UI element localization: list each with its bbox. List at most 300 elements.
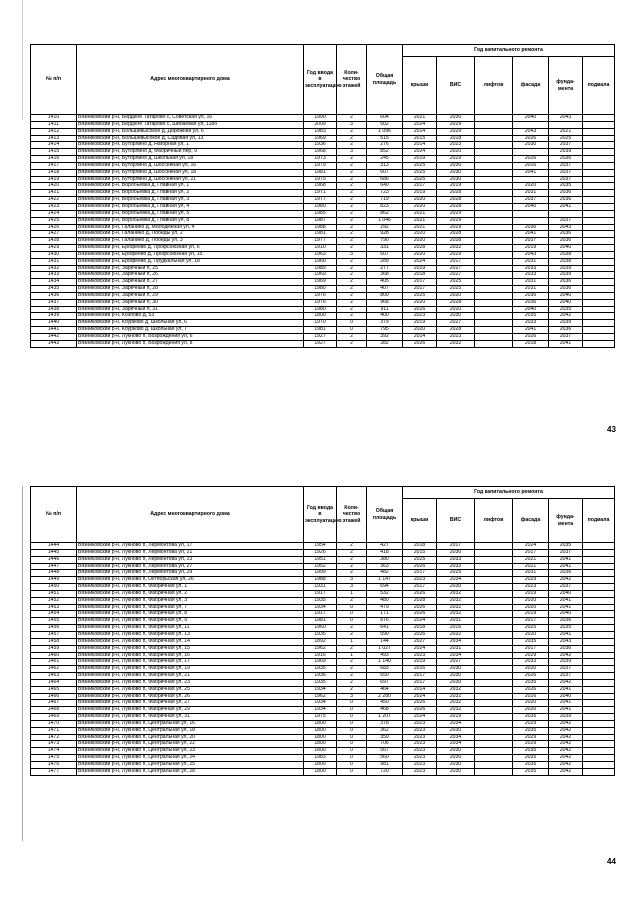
cell-facade: 2024 — [513, 543, 549, 550]
cell-num: 1461 — [31, 659, 77, 666]
cell-num: 1473 — [31, 741, 77, 748]
cell-facade: 2033 — [513, 272, 549, 279]
cell-basement — [583, 727, 615, 734]
cell-foundation: 2040 — [549, 590, 583, 597]
cell-foundation: 2041 — [549, 700, 583, 707]
cell-vis: 2029 — [437, 156, 475, 163]
cell-address: Вязниковский р-н, Лукново п, Фабричная ул, 15 — [77, 645, 304, 652]
header-facade: фасада — [513, 499, 549, 543]
cell-facade: 2037 — [513, 238, 549, 245]
cell-year: 1977 — [304, 238, 337, 245]
cell-foundation: 2041 — [549, 686, 583, 693]
cell-floors: 0 — [337, 762, 367, 769]
cell-roof: 2021 — [403, 210, 437, 217]
cell-address: Вязниковский р-н, Заречный п, 25 — [77, 265, 304, 272]
cell-num: 1463 — [31, 673, 77, 680]
cell-area: 650 — [367, 673, 403, 680]
cell-foundation: 2021 — [549, 128, 583, 135]
cell-address: Вязниковский р-н, Лукново п, Лермонтова ул, 27 — [77, 563, 304, 570]
cell-floors: 2 — [337, 224, 367, 231]
cell-roof: 2023 — [403, 762, 437, 769]
cell-lifts — [475, 334, 513, 341]
cell-vis: 2034 — [437, 741, 475, 748]
cell-address: Вязниковский р-н, Бердюге Татарово с, Шибаевая ул, 118б — [77, 121, 304, 128]
cell-num: 1462 — [31, 666, 77, 673]
cell-address: Вязниковский р-н, Воробьевка д, Главная ул, 2 — [77, 190, 304, 197]
cell-address: Вязниковский р-н, Заречный п, 27 — [77, 279, 304, 286]
cell-vis: 2019 — [437, 183, 475, 190]
cell-area: 1 140 — [367, 659, 403, 666]
cell-roof: 2020 — [403, 299, 437, 306]
cell-roof: 2026 — [403, 590, 437, 597]
cell-year: 1975 — [304, 714, 337, 721]
cell-year: 1969 — [304, 659, 337, 666]
header-vis: ВИС — [437, 499, 475, 543]
cell-area: 607 — [367, 251, 403, 258]
cell-foundation: 2035 — [549, 625, 583, 632]
cell-lifts — [475, 604, 513, 611]
cell-facade: 2041 — [513, 327, 549, 334]
cell-area: 1 096 — [367, 128, 403, 135]
header-roof: крыши — [403, 499, 437, 543]
cell-address: Вязниковский р-н, Буторлино д, Шоссейная ул, 18 — [77, 169, 304, 176]
cell-foundation: 2043 — [549, 115, 583, 122]
cell-floors: 2 — [337, 162, 367, 169]
cell-floors: 2 — [337, 231, 367, 238]
cell-floors: 2 — [337, 334, 367, 341]
cell-lifts — [475, 135, 513, 142]
cell-lifts — [475, 618, 513, 625]
cell-facade: 2030 — [513, 142, 549, 149]
cell-basement — [583, 768, 615, 775]
table-body-page-43 — [31, 115, 615, 348]
cell-year: 1916 — [304, 652, 337, 659]
cell-facade: 2020 — [513, 597, 549, 604]
cell-basement — [583, 556, 615, 563]
cell-year: 1962 — [304, 693, 337, 700]
cell-vis: 2032 — [437, 604, 475, 611]
cell-foundation: 2037 — [549, 142, 583, 149]
cell-basement — [583, 231, 615, 238]
cell-floors: 0 — [337, 748, 367, 755]
cell-num: 1460 — [31, 652, 77, 659]
cell-roof: 2016 — [403, 666, 437, 673]
cell-num: 1472 — [31, 734, 77, 741]
cell-num: 1453 — [31, 604, 77, 611]
cell-lifts — [475, 611, 513, 618]
cell-num: 1427 — [31, 231, 77, 238]
cell-num: 1429 — [31, 245, 77, 252]
cell-facade: 2033 — [513, 659, 549, 666]
capital-repair-table-page-44 — [30, 486, 615, 776]
cell-address: Вязниковский р-н, Лукново п, Фабричная ул, 9 — [77, 618, 304, 625]
cell-lifts — [475, 203, 513, 210]
cell-address: Вязниковский р-н, Галанино д, Победы ул, 2 — [77, 231, 304, 238]
cell-area: 823 — [367, 203, 403, 210]
cell-basement — [583, 762, 615, 769]
cell-year: 1917 — [304, 611, 337, 618]
cell-basement — [583, 176, 615, 183]
cell-facade: 2035 — [513, 313, 549, 320]
cell-facade: 2029 — [513, 652, 549, 659]
cell-address: Вязниковский р-н, Лукново п, Центральная ул, 16 — [77, 720, 304, 727]
cell-vis: 2034 — [437, 652, 475, 659]
cell-foundation: 2038 — [549, 251, 583, 258]
cell-floors: 2 — [337, 272, 367, 279]
cell-address: Вязниковский р-н, Большевысокое д, Садовая ул, 13 — [77, 135, 304, 142]
cell-num: 1412 — [31, 128, 77, 135]
cell-floors: 0 — [337, 734, 367, 741]
cell-floors: 2 — [337, 666, 367, 673]
cell-basement — [583, 162, 615, 169]
cell-roof: 2027 — [403, 638, 437, 645]
cell-vis: 2032 — [437, 631, 475, 638]
cell-lifts — [475, 666, 513, 673]
cell-num: 1476 — [31, 762, 77, 769]
cell-lifts — [475, 584, 513, 591]
cell-num: 1440 — [31, 320, 77, 327]
header-repair-group: Год капитального ремонта — [403, 45, 615, 57]
cell-facade: 2026 — [513, 686, 549, 693]
cell-num: 1450 — [31, 584, 77, 591]
cell-lifts — [475, 577, 513, 584]
cell-address: Вязниковский р-н, Буторлино д, Шоссейная ул, 16 — [77, 162, 304, 169]
cell-num: 1477 — [31, 768, 77, 775]
cell-basement — [583, 563, 615, 570]
cell-area: 694 — [367, 584, 403, 591]
cell-address: Вязниковский р-н, Коурково д, Школьная ул, 6 — [77, 320, 304, 327]
cell-vis: 2028 — [437, 197, 475, 204]
cell-roof: 2020 — [403, 327, 437, 334]
cell-foundation: 2041 — [549, 604, 583, 611]
cell-basement — [583, 292, 615, 299]
cell-year: 1968 — [304, 149, 337, 156]
cell-area: 418 — [367, 549, 403, 556]
cell-num: 1443 — [31, 340, 77, 347]
cell-address: Вязниковский р-н, Лукново п, Центральная ул, 24 — [77, 755, 304, 762]
cell-floors: 2 — [337, 169, 367, 176]
cell-lifts — [475, 313, 513, 320]
cell-foundation: 2036 — [549, 231, 583, 238]
cell-area: 289 — [367, 258, 403, 265]
cell-address: Вязниковский р-н, Лукново п, Фабричная ул, 19 — [77, 666, 304, 673]
cell-lifts — [475, 755, 513, 762]
cell-year: 1800 — [304, 727, 337, 734]
cell-floors: 0 — [337, 755, 367, 762]
cell-floors: 2 — [337, 197, 367, 204]
cell-facade: 2040 — [513, 115, 549, 122]
cell-roof: 2023 — [403, 720, 437, 727]
cell-basement — [583, 334, 615, 341]
cell-floors: 2 — [337, 570, 367, 577]
cell-area: 392 — [367, 334, 403, 341]
cell-lifts — [475, 292, 513, 299]
cell-address: Вязниковский р-н, Галанино д, Победы ул, 3 — [77, 238, 304, 245]
cell-lifts — [475, 197, 513, 204]
table-row — [31, 556, 615, 563]
cell-year: 1983 — [304, 755, 337, 762]
cell-floors: 2 — [337, 686, 367, 693]
cell-roof: 2020 — [403, 203, 437, 210]
cell-address: Вязниковский р-н, Лукново п, Возрождения ул, 8 — [77, 340, 304, 347]
cell-num: 1474 — [31, 748, 77, 755]
cell-foundation: 2037 — [549, 673, 583, 680]
cell-foundation: 2042 — [549, 755, 583, 762]
cell-roof: 2019 — [403, 659, 437, 666]
cell-floors: 1 — [337, 652, 367, 659]
cell-lifts — [475, 286, 513, 293]
cell-address: Вязниковский р-н, Лукново п, Лермонтова ул, 21 — [77, 549, 304, 556]
cell-roof: 2018 — [403, 543, 437, 550]
header-roof: крыши — [403, 57, 437, 115]
cell-facade: 2016 — [513, 693, 549, 700]
cell-year: 1927 — [304, 340, 337, 347]
cell-basement — [583, 197, 615, 204]
cell-area: 2 280 — [367, 693, 403, 700]
scan-edge-mark — [22, 486, 23, 841]
cell-address: Вязниковский р-н, Лукново п, Центральная ул, 28 — [77, 768, 304, 775]
cell-foundation: 2036 — [549, 279, 583, 286]
cell-lifts — [475, 652, 513, 659]
cell-basement — [583, 251, 615, 258]
header-basement: подвала — [583, 499, 615, 543]
cell-vis: 2032 — [437, 611, 475, 618]
cell-area: 450 — [367, 700, 403, 707]
table-row — [31, 768, 615, 775]
cell-roof: 2026 — [403, 611, 437, 618]
cell-basement — [583, 659, 615, 666]
cell-year: 1976 — [304, 292, 337, 299]
cell-facade: 2018 — [513, 340, 549, 347]
cell-floors: 0 — [337, 720, 367, 727]
cell-vis: 2034 — [437, 734, 475, 741]
cell-area: 480 — [367, 597, 403, 604]
cell-lifts — [475, 625, 513, 632]
cell-num: 1417 — [31, 162, 77, 169]
cell-year: 1969 — [304, 272, 337, 279]
header-facade: фасада — [513, 57, 549, 115]
cell-year: 1969 — [304, 135, 337, 142]
cell-vis: 2020 — [437, 149, 475, 156]
cell-area: 479 — [367, 604, 403, 611]
cell-roof: 2021 — [403, 217, 437, 224]
cell-lifts — [475, 549, 513, 556]
cell-area: 515 — [367, 135, 403, 142]
cell-area: 400 — [367, 313, 403, 320]
cell-year: 2009 — [304, 121, 337, 128]
cell-vis: 2032 — [437, 340, 475, 347]
cell-vis: 2028 — [437, 190, 475, 197]
cell-facade: 2031 — [513, 279, 549, 286]
cell-year: 1981 — [304, 327, 337, 334]
cell-roof: 2017 — [403, 673, 437, 680]
cell-foundation: 2036 — [549, 156, 583, 163]
cell-floors: 0 — [337, 618, 367, 625]
cell-roof: 2021 — [403, 115, 437, 122]
cell-roof: 2024 — [403, 149, 437, 156]
cell-area: 313 — [367, 162, 403, 169]
cell-address: Вязниковский р-н, Лукново п, Лермонтова ул, 17 — [77, 543, 304, 550]
cell-num: 1436 — [31, 292, 77, 299]
cell-vis: 2032 — [437, 700, 475, 707]
cell-num: 1449 — [31, 577, 77, 584]
cell-basement — [583, 679, 615, 686]
cell-foundation: 2035 — [549, 183, 583, 190]
cell-facade: 2020 — [513, 707, 549, 714]
cell-lifts — [475, 210, 513, 217]
cell-lifts — [475, 707, 513, 714]
cell-lifts — [475, 563, 513, 570]
cell-year: 1976 — [304, 299, 337, 306]
cell-roof: 2026 — [403, 707, 437, 714]
cell-vis: 2029 — [437, 210, 475, 217]
cell-floors: 2 — [337, 659, 367, 666]
cell-foundation: 2042 — [549, 652, 583, 659]
cell-vis: 2030 — [437, 762, 475, 769]
cell-num: 1457 — [31, 631, 77, 638]
cell-address: Вязниковский р-н, Ерофеево д, Прудкальная ул, 18 — [77, 258, 304, 265]
cell-area: 468 — [367, 707, 403, 714]
cell-area: 368 — [367, 272, 403, 279]
cell-address: Вязниковский р-н, Заречный п, 28 — [77, 286, 304, 293]
cell-address: Вязниковский р-н, Лукново п, Фабричная ул, 13 — [77, 631, 304, 638]
cell-roof: 2019 — [403, 156, 437, 163]
cell-area: 1 207 — [367, 714, 403, 721]
cell-year: 1936 — [304, 673, 337, 680]
cell-vis: 2017 — [437, 258, 475, 265]
cell-year: 1963 — [304, 251, 337, 258]
cell-address: Вязниковский р-н, Лукново п, Фабричная ул, 11 — [77, 625, 304, 632]
cell-address: Вязниковский р-н, Лукново п, Фабричная ул, 16 — [77, 652, 304, 659]
cell-address: Вязниковский р-н, Лукново п, Фабричная ул, 1 — [77, 584, 304, 591]
cell-lifts — [475, 299, 513, 306]
cell-foundation: 2041 — [549, 203, 583, 210]
cell-basement — [583, 638, 615, 645]
cell-area: 427 — [367, 543, 403, 550]
cell-facade: 2035 — [513, 714, 549, 721]
cell-lifts — [475, 245, 513, 252]
cell-area: 362 — [367, 727, 403, 734]
cell-year: 1990 — [304, 115, 337, 122]
cell-lifts — [475, 128, 513, 135]
cell-floors: 2 — [337, 190, 367, 197]
cell-area: 171 — [367, 611, 403, 618]
cell-address: Вязниковский р-н, Буторлино д, Нагорная ул, 1 — [77, 142, 304, 149]
cell-roof: 2023 — [403, 755, 437, 762]
cell-basement — [583, 748, 615, 755]
header-floors: Коли-чество этажей — [337, 45, 367, 115]
cell-num: 1469 — [31, 714, 77, 721]
cell-lifts — [475, 115, 513, 122]
cell-vis: 2029 — [437, 217, 475, 224]
cell-roof: 2025 — [403, 162, 437, 169]
cell-foundation: 2039 — [549, 272, 583, 279]
cell-facade: 2043 — [513, 128, 549, 135]
cell-basement — [583, 741, 615, 748]
header-lifts: лифтов — [475, 57, 513, 115]
cell-area: 292 — [367, 224, 403, 231]
cell-foundation: 2036 — [549, 327, 583, 334]
cell-roof: 2023 — [403, 727, 437, 734]
cell-year: 1952 — [304, 563, 337, 570]
cell-vis: 2023 — [437, 142, 475, 149]
cell-foundation: 2040 — [549, 299, 583, 306]
cell-roof: 2026 — [403, 631, 437, 638]
cell-lifts — [475, 272, 513, 279]
cell-foundation: 2036 — [549, 286, 583, 293]
cell-address: Вязниковский р-н, Заречный п, 29 — [77, 292, 304, 299]
cell-address: Вязниковский р-н, Лукново п, Лермонтова ул, 29 — [77, 570, 304, 577]
cell-address: Вязниковский р-н, Лукново п, Фабричная ул, 23 — [77, 679, 304, 686]
cell-vis: 2030 — [437, 115, 475, 122]
cell-facade: 2041 — [513, 169, 549, 176]
cell-foundation: 2042 — [549, 727, 583, 734]
cell-num: 1445 — [31, 549, 77, 556]
cell-num: 1433 — [31, 272, 77, 279]
cell-vis: 2029 — [437, 121, 475, 128]
header-foundation: фунда-мента — [549, 499, 583, 543]
cell-year: 1999 — [304, 570, 337, 577]
cell-lifts — [475, 258, 513, 265]
cell-lifts — [475, 121, 513, 128]
cell-basement — [583, 686, 615, 693]
cell-basement — [583, 149, 615, 156]
cell-facade: 2019 — [513, 590, 549, 597]
cell-roof: 2026 — [403, 340, 437, 347]
cell-facade — [513, 217, 549, 224]
cell-foundation: 2037 — [549, 334, 583, 341]
header-floors: Коли-чество этажей — [337, 487, 367, 543]
cell-year: 1962 — [304, 645, 337, 652]
cell-basement — [583, 238, 615, 245]
cell-vis: 2018 — [437, 135, 475, 142]
cell-year: 1936 — [304, 142, 337, 149]
cell-address: Вязниковский р-н, Заречный п, 31 — [77, 306, 304, 313]
cell-address: Вязниковский р-н, Воробьевка д, Главная ул, 8 — [77, 217, 304, 224]
cell-lifts — [475, 169, 513, 176]
cell-lifts — [475, 741, 513, 748]
header-num: № п/п — [31, 487, 77, 543]
cell-address: Вязниковский р-н, Лукново п, Фабричная ул, 17 — [77, 659, 304, 666]
cell-num: 1456 — [31, 625, 77, 632]
cell-basement — [583, 700, 615, 707]
cell-basement — [583, 245, 615, 252]
cell-roof: 2024 — [403, 645, 437, 652]
cell-foundation: 2041 — [549, 707, 583, 714]
cell-floors: 2 — [337, 597, 367, 604]
cell-floors: 0 — [337, 604, 367, 611]
cell-facade: 2020 — [513, 604, 549, 611]
cell-basement — [583, 570, 615, 577]
cell-roof: 2028 — [403, 245, 437, 252]
cell-basement — [583, 183, 615, 190]
cell-area: 331 — [367, 245, 403, 252]
cell-vis: 2032 — [437, 590, 475, 597]
cell-floors: 3 — [337, 693, 367, 700]
cell-area: 862 — [367, 210, 403, 217]
cell-address: Вязниковский р-н, Коурково д, Школьная ул, 7 — [77, 327, 304, 334]
cell-area: 363 — [367, 563, 403, 570]
cell-num: 1470 — [31, 720, 77, 727]
header-year: Год ввода в эксплуатацию — [304, 45, 337, 115]
cell-lifts — [475, 597, 513, 604]
cell-area: 1 147 — [367, 577, 403, 584]
cell-basement — [583, 327, 615, 334]
cell-floors: 2 — [337, 340, 367, 347]
cell-address: Вязниковский р-н, Лукново п, Центральная ул, 18 — [77, 727, 304, 734]
cell-facade: 2035 — [513, 727, 549, 734]
cell-foundation: 2037 — [549, 584, 583, 591]
